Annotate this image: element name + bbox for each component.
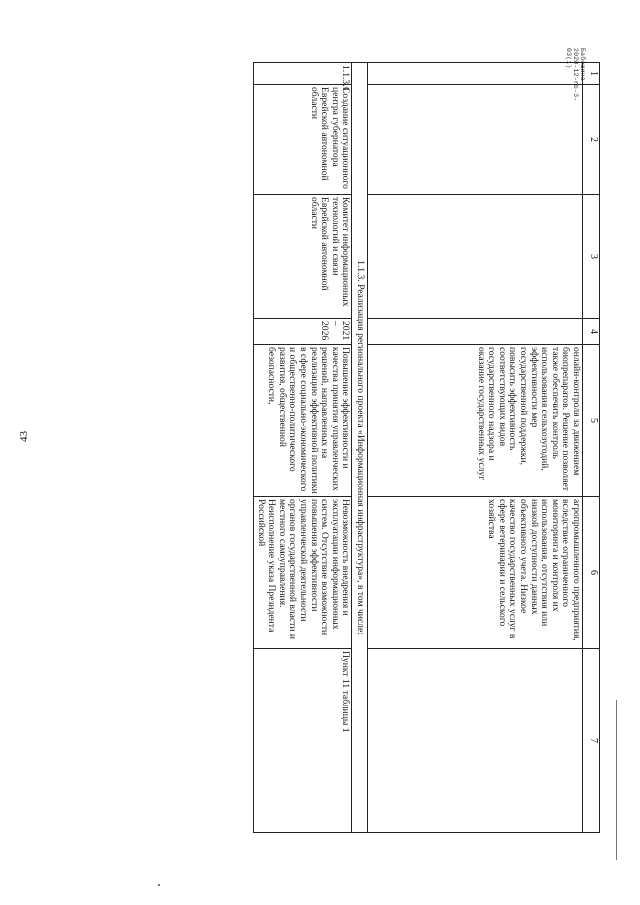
col-header-3: 3 [583, 195, 600, 319]
col-header-7: 7 [583, 649, 600, 833]
cell-period: 2021 – 2026 [254, 319, 352, 345]
col-header-5: 5 [583, 345, 600, 497]
scan-mark [158, 884, 160, 886]
scan-mark [616, 700, 617, 860]
measure-row-1131 [254, 63, 352, 833]
cell-indicator-link: Пункт 11 таблицы 1 [254, 649, 352, 833]
rotated-table-area [80, 62, 600, 832]
page-number: 43 [18, 431, 30, 442]
cell-empty [368, 195, 583, 319]
cell-empty [368, 649, 583, 833]
section-title: 1.1.3. Реализация регионального проекта «Информационная инфраструктура», в том числе: [352, 63, 368, 833]
col-header-6: 6 [583, 497, 600, 649]
measures-table [253, 62, 600, 833]
col-header-4: 4 [583, 319, 600, 345]
cell-consequences: Невозможность внедрения и эксплуатации информационных систем. Отсутствие возможности повышения эффективности управленческой деятельности органов государственной власти и местного самоуправления. Неисполнение указа Президента Российской [254, 497, 352, 649]
cell-measure-name: Создание ситуационного центра губернатора Еврейской автономной области [254, 85, 352, 195]
cell-empty [368, 319, 583, 345]
cell-number: 1.1.3.1 [254, 63, 352, 85]
cell-consequences: агропромышленного предприятия, вследствие ограниченного мониторинга и контроля их использования, отсутствия или низкой доступности данных объективного учета. Низкое качество государственных услуг в сфере ветеринарии и сельского хозяйства [368, 497, 583, 649]
col-header-2: 2 [583, 85, 600, 195]
column-number-row [583, 63, 600, 833]
cell-empty [368, 85, 583, 195]
cell-executor: Комитет информационных технологий и связи Еврейской автономной области [254, 195, 352, 319]
cell-expected-result: Повышение эффективности и качества принятия управленческих решений, направленных на реализацию эффективной политики в сфере социально-экономического и общественно-политического развития, общественной безопасности, [254, 345, 352, 497]
cell-empty [368, 63, 583, 85]
section-row [352, 63, 368, 833]
document-stamp: Бабошина 2020-12-rb-3-03(1) [565, 48, 586, 102]
col-header-1: 1 [583, 63, 600, 85]
cell-expected-result: онлайн-контроля за движением биопрепаратов. Решение позволяет также обеспечить контроль использования сельхозугодий, эффективности мер государственной поддержки, повысить эффективность соответствующих видов государственного надзора и оказание государственных услуг [368, 345, 583, 497]
continuation-row [368, 63, 583, 833]
